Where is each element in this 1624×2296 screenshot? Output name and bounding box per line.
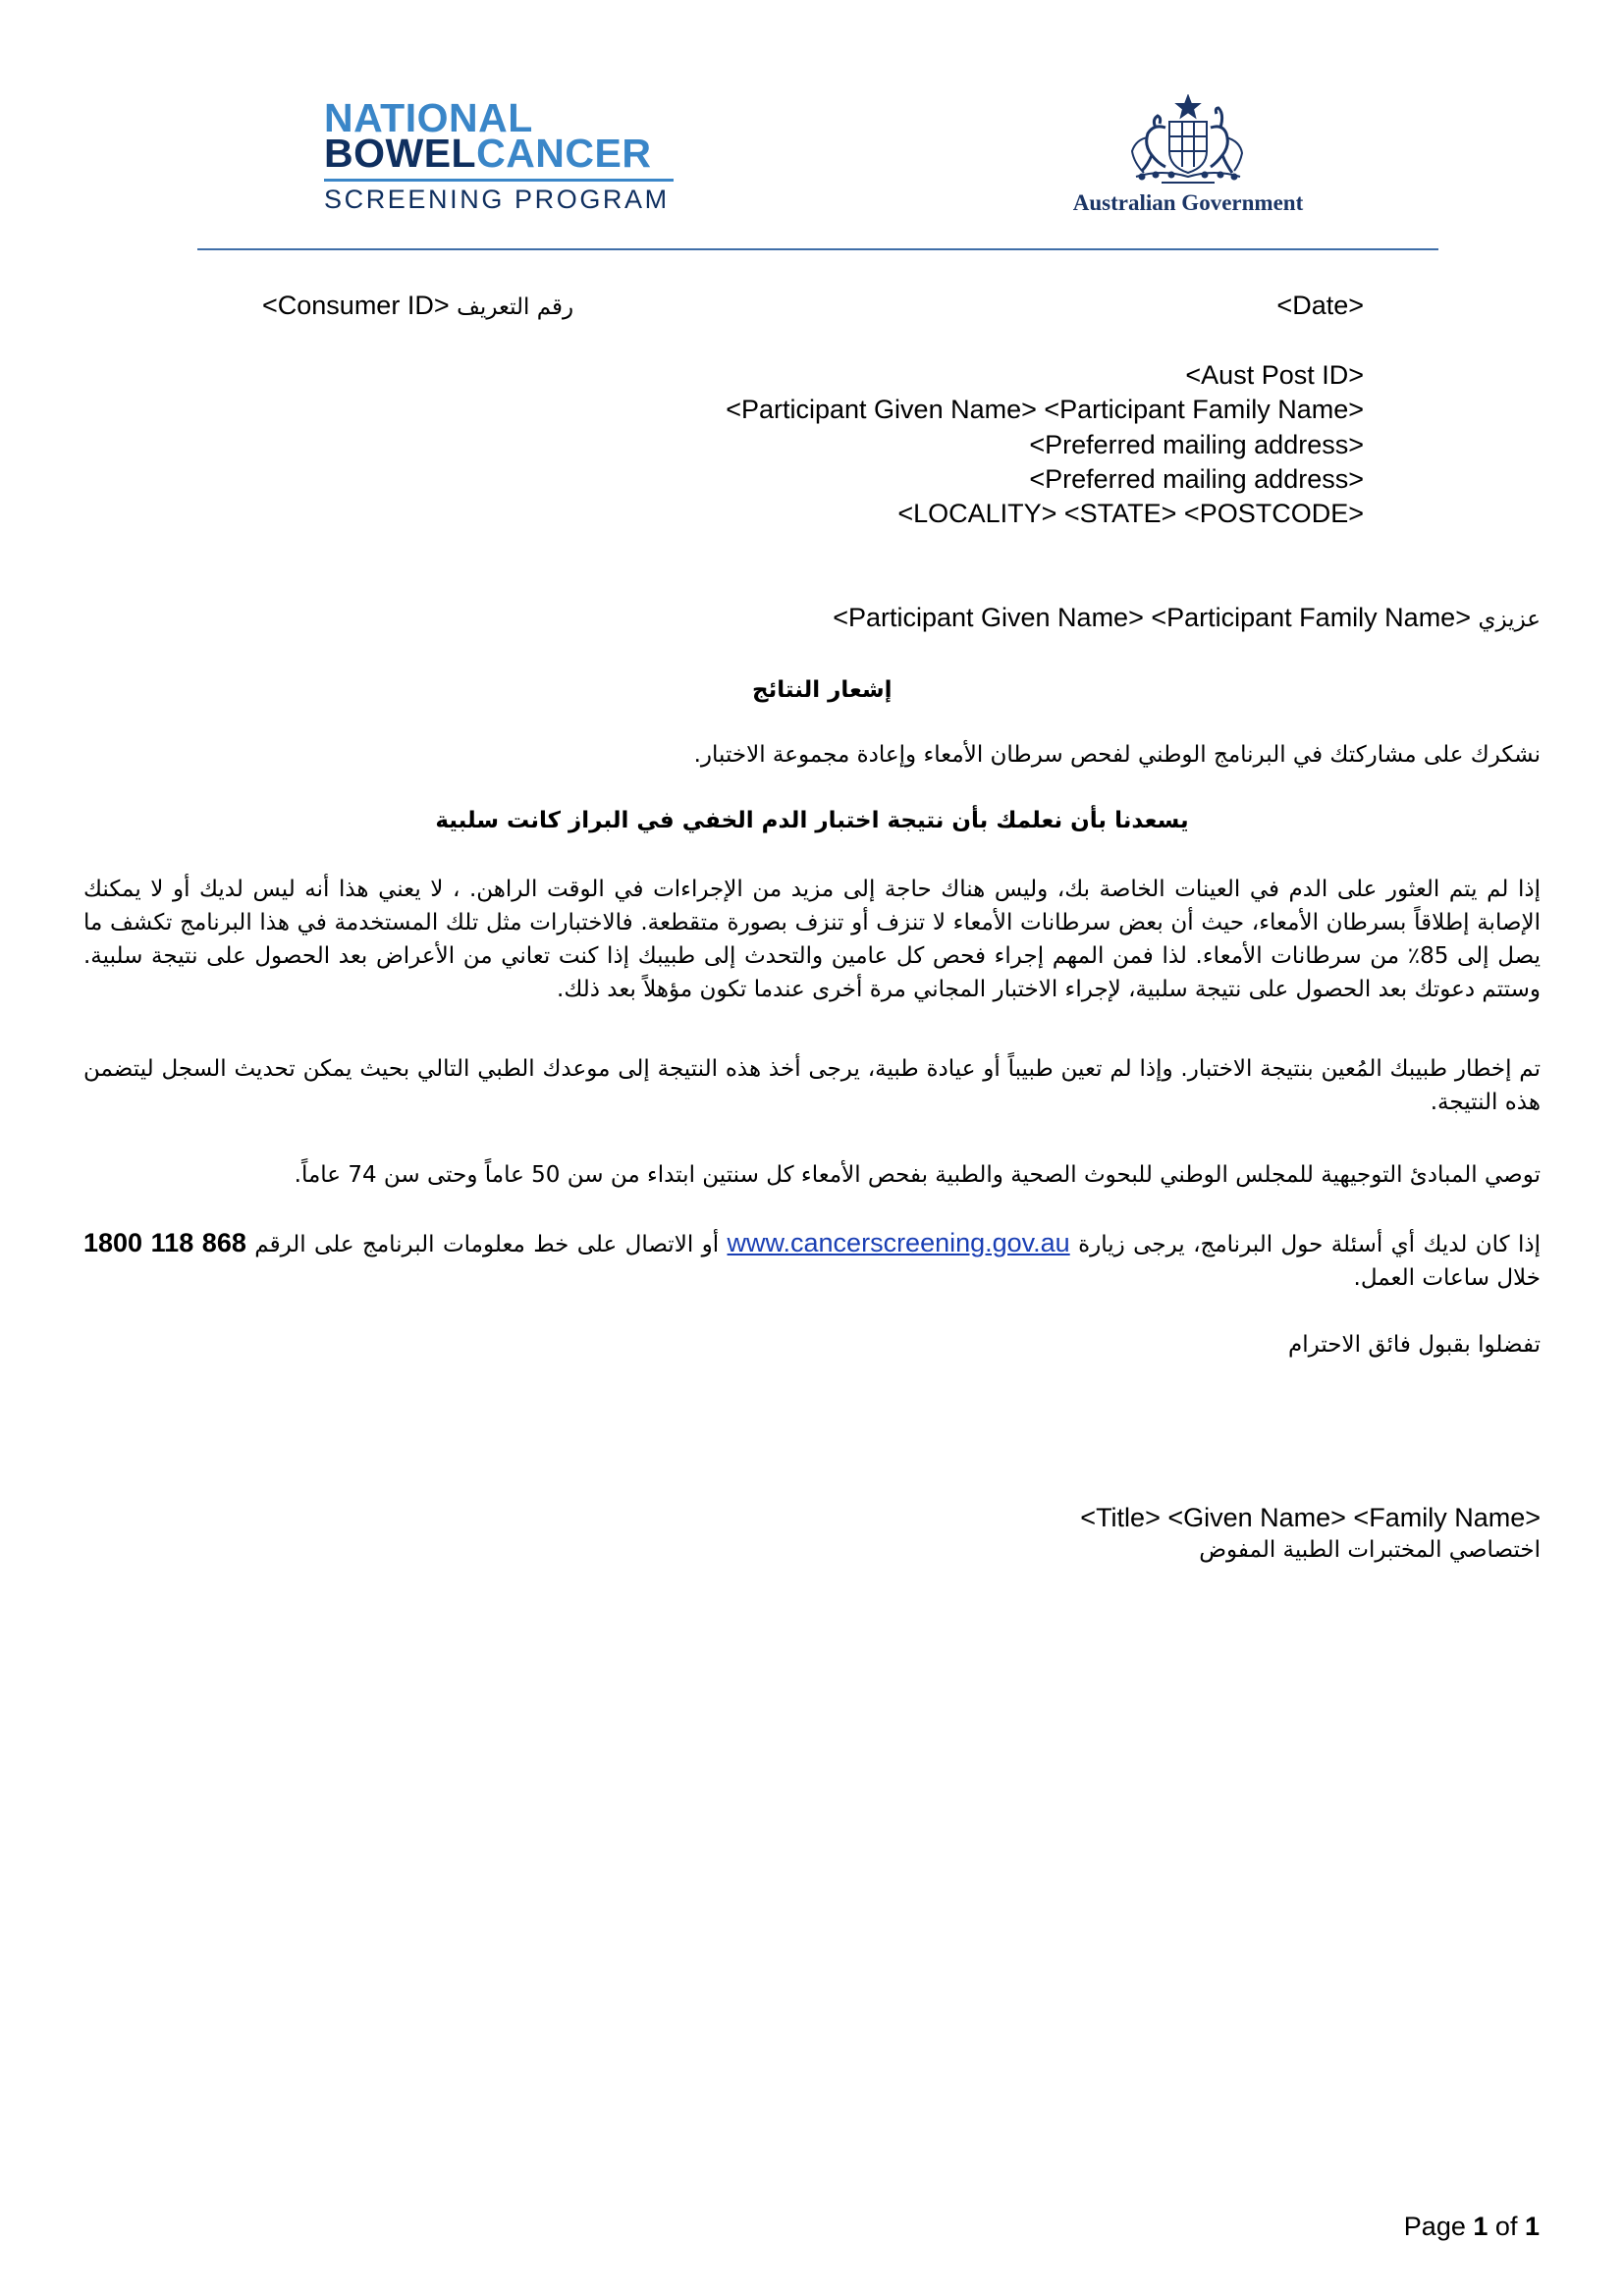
closing-line: تفضلوا بقبول فائق الاحترام	[1288, 1332, 1541, 1358]
program-logo	[324, 95, 697, 218]
salutation-name: <Participant Given Name> <Participant Family Name>	[833, 603, 1471, 632]
program-logo-cancer: CANCER	[476, 131, 652, 176]
consumer-id: <Consumer ID>	[262, 291, 450, 320]
government-name: Australian Government	[1072, 190, 1304, 215]
salutation-word: عزيزي	[1478, 607, 1541, 632]
signatory-name: <Title> <Given Name> <Family Name>	[1080, 1503, 1541, 1532]
program-logo-line3: SCREENING PROGRAM	[324, 185, 670, 214]
coat-of-arms-icon	[1122, 94, 1254, 188]
paragraph-result-explanation: إذا لم يتم العثور على الدم في العينات الخاصة بك، وليس هناك حاجة إلى مزيد من الإجراءات في الوقت الراهن. ، لا يعني هذا أنه ليس لديك أو لا يمكنك الإصابة إطلاقاً بسرطان الأمعاء، حيث أن بعض سرطانات الأمعاء لا تنزف أو تنزف بصورة متقطعة. فالاختبارات مثل تلك المستخدمة في هذا البرنامج تكشف ما يصل إلى 85٪ من سرطانات الأمعاء. لذا فمن المهم إجراء فحص كل عامين والتحدث إلى طبيبك إذا كنت تعاني من الأعراض بعد الحصول على نتيجة سلبية. وستتم دعوتك بعد الحصول على نتيجة سلبية، لإجراء الاختبار المجاني مرة أخرى عندما تكون مؤهلاً بعد ذلك.	[83, 877, 1541, 1002]
program-logo-bowel: BOWEL	[324, 131, 477, 176]
paragraph-contact	[83, 1226, 1541, 1295]
australian-government-logo	[1051, 94, 1326, 217]
thanks-line: نشكرك على مشاركتك في البرنامج الوطني لفحص سرطان الأمعاء وإعادة مجموعة الاختبار.	[693, 742, 1541, 768]
cancer-screening-link[interactable]: www.cancerscreening.gov.au	[727, 1228, 1070, 1257]
salutation	[833, 601, 1541, 636]
paragraph-doctor-notified: تم إخطار طبيبك المُعين بنتيجة الاختبار. وإذا لم تعين طبيباً أو عيادة طبية، يرجى أخذ هذه النتيجة إلى موعدك الطبي التالي بحيث يمكن تحديث السجل ليتضمن هذه النتيجة.	[83, 1056, 1541, 1115]
page-current: 1	[1473, 2212, 1489, 2241]
paragraph-guidelines: توصي المبادئ التوجيهية للمجلس الوطني للبحوث الصحية والطبية بفحص الأمعاء كل سنتين ابتداء من سن 50 عاماً وحتى سن 74 عاماً.	[294, 1162, 1541, 1188]
letter-date: <Date>	[1276, 291, 1364, 320]
page-label: Page	[1403, 2212, 1466, 2241]
header-divider	[197, 248, 1438, 250]
contact-text-before: إذا كان لديك أي أسئلة حول البرنامج، يرجى زيارة	[1078, 1232, 1541, 1257]
result-headline: يسعدنا بأن نعلمك بأن نتيجة اختبار الدم الخفي في البراز كانت سلبية	[435, 808, 1189, 833]
page-number	[1404, 2210, 1540, 2243]
participant-name: <Participant Given Name> <Participant Family Name>	[726, 395, 1364, 424]
consumer-id-line	[262, 289, 573, 324]
info-line-phone: 1800 118 868	[83, 1228, 246, 1257]
subject-heading: إشعار النتائج	[752, 677, 893, 703]
program-logo-rule	[324, 179, 674, 182]
aust-post-id: <Aust Post ID>	[1185, 360, 1364, 390]
signatory-title: اختصاصي المختبرات الطبية المفوض	[1199, 1537, 1541, 1563]
locality-line: <LOCALITY> <STATE> <POSTCODE>	[897, 499, 1364, 528]
program-logo-line2	[324, 133, 652, 174]
page-of: of	[1494, 2212, 1518, 2241]
mailing-address-1: <Preferred mailing address>	[1029, 430, 1364, 459]
mailing-address-2: <Preferred mailing address>	[1029, 464, 1364, 494]
consumer-id-label: رقم التعريف	[457, 294, 574, 320]
program-logo-line1: NATIONAL	[324, 95, 533, 140]
contact-text-middle: أو الاتصال على خط معلومات البرنامج على الرقم	[254, 1232, 720, 1257]
contact-text-after: خلال ساعات العمل.	[1353, 1265, 1541, 1291]
page-total: 1	[1524, 2212, 1540, 2241]
